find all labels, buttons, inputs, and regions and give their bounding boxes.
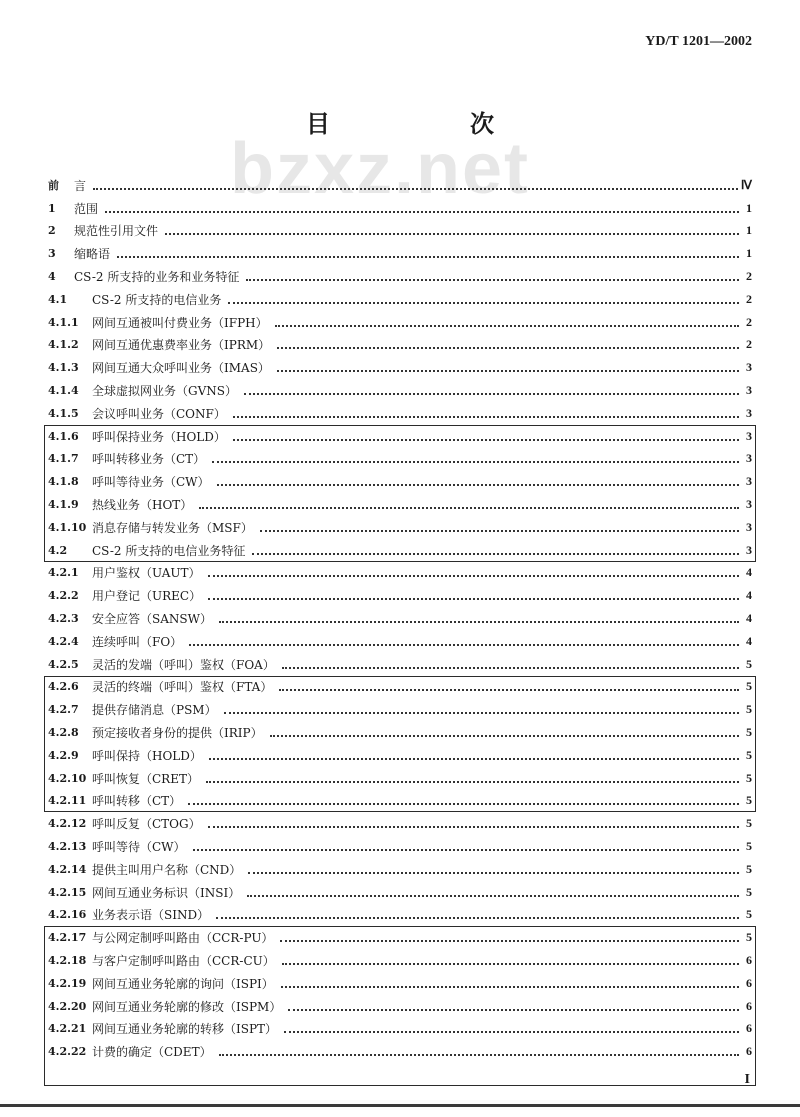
toc-entry-title: 用户鉴权（UAUT）: [92, 566, 201, 581]
toc-entry-page: 6: [746, 975, 752, 990]
toc-entry[interactable]: [44, 630, 756, 653]
dot-leader: [105, 210, 739, 213]
toc-entry-page: 1: [746, 223, 752, 238]
toc-entry-title: 网间互通大众呼叫业务（IMAS）: [92, 361, 270, 376]
dot-leader: [208, 574, 739, 577]
toc-entry[interactable]: [44, 1040, 756, 1063]
toc-entry-page: 5: [746, 679, 752, 694]
toc-entry-page: 3: [746, 497, 752, 512]
toc-entry-number: 4.2.11: [48, 794, 87, 808]
toc-entry-title: 言: [74, 178, 87, 193]
toc-entry-number: 4.2.5: [48, 657, 79, 671]
toc-entry-number: 4.2.6: [48, 680, 79, 694]
dot-leader: [228, 301, 739, 304]
toc-entry-title: 消息存储与转发业务（MSF）: [92, 520, 253, 535]
toc-entry[interactable]: [44, 448, 756, 471]
toc-entry-page: 3: [746, 383, 752, 398]
toc-entry-title: CS-2 所支持的业务和业务特征: [74, 270, 240, 285]
watermark: bzxz.net: [229, 129, 531, 209]
toc-entry[interactable]: [44, 584, 756, 607]
toc-entry-number: 4.2.8: [48, 726, 79, 740]
dot-leader: [199, 506, 739, 509]
toc-entry-page: 2: [746, 314, 752, 329]
toc-entry-number: 4.2.10: [48, 771, 87, 785]
toc-entry[interactable]: [44, 242, 756, 265]
toc-entry-page: 3: [746, 405, 752, 420]
toc-entry[interactable]: [44, 1017, 756, 1040]
toc-entry[interactable]: [44, 356, 756, 379]
toc-entry-page: 5: [746, 884, 752, 899]
dot-leader: [188, 802, 739, 805]
toc-entry[interactable]: [44, 379, 756, 402]
toc-entry-title: 计费的确定（CDET）: [92, 1045, 212, 1060]
dot-leader: [209, 757, 739, 760]
toc-entry-title: 呼叫等待业务（CW）: [92, 475, 210, 490]
toc-entry[interactable]: [44, 995, 756, 1018]
toc-entry-page: 3: [746, 428, 752, 443]
dot-leader: [233, 415, 739, 418]
toc-entry-page: 5: [746, 747, 752, 762]
toc-entry-page: 6: [746, 1021, 752, 1036]
toc-entry-number: 4.1.1: [48, 315, 79, 329]
toc-entry-number: 4.2.9: [48, 748, 79, 762]
toc-entry-number: 4.1.5: [48, 406, 79, 420]
dot-leader: [206, 780, 739, 783]
toc-entry-title: 会议呼叫业务（CONF）: [92, 406, 226, 421]
toc-entry[interactable]: [44, 493, 756, 516]
toc-entry[interactable]: [44, 402, 756, 425]
toc-entry-page: 2: [746, 291, 752, 306]
bottom-rule: [0, 1104, 800, 1107]
toc-entry[interactable]: [44, 926, 756, 949]
toc-entry-page: Ⅳ: [740, 177, 752, 192]
toc-entry-number: 4.1.9: [48, 498, 79, 512]
toc-entry-number: 4.2.2: [48, 589, 79, 603]
dot-leader: [281, 985, 739, 988]
toc-entry[interactable]: [44, 265, 756, 288]
toc-entry-number: 前: [48, 179, 59, 193]
dot-leader: [189, 643, 739, 646]
toc-entry-number: 3: [48, 247, 56, 261]
toc-entry-title: 呼叫反复（CTOG）: [92, 817, 201, 832]
toc-entry-title: 提供存储消息（PSM）: [92, 703, 217, 718]
toc-entry[interactable]: [44, 949, 756, 972]
dot-leader: [193, 848, 739, 851]
toc-entry[interactable]: [44, 676, 756, 699]
toc-entry[interactable]: [44, 698, 756, 721]
toc-entry-page: 2: [746, 337, 752, 352]
dot-leader: [282, 666, 739, 669]
toc-entry-page: 1: [746, 200, 752, 215]
toc-entry-number: 4.2.20: [48, 999, 87, 1013]
toc-entry-number: 4.1.3: [48, 361, 79, 375]
toc-entry-number: 4.1.8: [48, 475, 79, 489]
toc-entry-page: 5: [746, 839, 752, 853]
toc-entry-title: 预定接收者身份的提供（IRIP）: [92, 726, 263, 741]
toc-entry-page: 3: [746, 519, 752, 534]
toc-entry-title: 呼叫转移（CT）: [92, 794, 182, 809]
page-number: I: [744, 1072, 750, 1087]
dot-leader: [284, 1030, 739, 1033]
dot-leader: [277, 369, 739, 372]
toc-entry[interactable]: [44, 174, 756, 197]
toc-entry-page: 3: [746, 542, 752, 557]
toc-entry-number: 4.2.18: [48, 953, 87, 967]
dot-leader: [247, 894, 739, 897]
toc-entry[interactable]: [44, 744, 756, 767]
dot-leader: [280, 939, 739, 942]
toc-entry-title: 灵活的发端（呼叫）鉴权（FOA）: [92, 657, 275, 672]
toc-entry-title: 热线业务（HOT）: [92, 498, 193, 513]
toc-entry[interactable]: [44, 812, 756, 835]
toc-entry[interactable]: [44, 972, 756, 995]
toc-entry-page: 3: [746, 360, 752, 375]
toc-entry-page: 5: [746, 770, 752, 785]
toc-entry-title: 呼叫保持（HOLD）: [92, 748, 202, 763]
toc-entry-number: 4.2.22: [48, 1045, 87, 1059]
toc-entry[interactable]: [44, 425, 756, 448]
toc-entry-number: 4.2.13: [48, 840, 87, 853]
toc-entry-page: 3: [746, 474, 752, 489]
dot-leader: [219, 620, 739, 623]
toc-entry[interactable]: [44, 653, 756, 676]
toc-entry-title: 与公网定制呼叫路由（CCR-PU）: [92, 931, 274, 946]
dot-leader: [288, 1008, 739, 1011]
toc-entry-title: 网间互通优惠费率业务（IPRM）: [92, 338, 271, 353]
table-of-contents: [44, 174, 756, 1063]
toc-entry-number: 4.2.14: [48, 862, 87, 876]
dot-leader: [248, 871, 739, 874]
toc-entry-number: 4.2: [48, 543, 68, 557]
toc-entry-page: 5: [746, 816, 752, 831]
dot-leader: [93, 187, 738, 190]
dot-leader: [260, 529, 739, 532]
toc-entry[interactable]: [44, 835, 756, 858]
toc-entry-title: CS-2 所支持的电信业务特征: [92, 543, 246, 558]
toc-entry-page: 4: [746, 633, 752, 648]
dot-leader: [277, 346, 739, 349]
toc-entry[interactable]: [44, 516, 756, 539]
toc-entry-number: 4.2.1: [48, 566, 79, 580]
toc-entry-title: 全球虚拟网业务（GVNS）: [92, 384, 237, 399]
toc-entry-page: 5: [746, 907, 752, 922]
page-title: 目 次: [306, 109, 552, 138]
toc-entry[interactable]: [44, 790, 756, 813]
toc-entry-number: 4.1: [48, 292, 68, 306]
toc-entry-title: 安全应答（SANSW）: [92, 612, 212, 627]
toc-entry-title: 用户登记（UREC）: [92, 589, 202, 604]
toc-entry[interactable]: [44, 220, 756, 243]
toc-entry-page: 6: [746, 998, 752, 1013]
toc-entry-title: 灵活的终端（呼叫）鉴权（FTA）: [92, 680, 273, 695]
dot-leader: [275, 324, 739, 327]
toc-entry-number: 4.2.17: [48, 931, 87, 945]
dot-leader: [219, 1053, 739, 1056]
toc-entry-page: 5: [746, 725, 752, 740]
toc-entry-page: 4: [746, 565, 752, 580]
toc-entry-number: 4.2.7: [48, 703, 79, 717]
toc-entry-number: 4.2.15: [48, 885, 87, 899]
toc-entry-page: 5: [746, 930, 752, 945]
toc-entry-page: 2: [746, 269, 752, 284]
toc-entry-page: 5: [746, 793, 752, 808]
toc-entry-number: 4.1.4: [48, 384, 79, 398]
toc-entry-title: 呼叫等待（CW）: [92, 840, 186, 854]
toc-entry-page: 6: [746, 952, 752, 967]
dot-leader: [270, 734, 739, 737]
dot-leader: [252, 552, 739, 555]
toc-entry-number: 4.2.16: [48, 908, 87, 922]
toc-entry-number: 4.1.6: [48, 429, 79, 443]
dot-leader: [246, 278, 739, 281]
toc-entry[interactable]: [44, 881, 756, 904]
toc-entry-number: 4.1.10: [48, 520, 87, 534]
dot-leader: [217, 483, 739, 486]
toc-entry-number: 4.2.19: [48, 976, 87, 990]
toc-entry-title: 呼叫保持业务（HOLD）: [92, 429, 226, 444]
toc-entry-title: 范围: [74, 201, 99, 216]
dot-leader: [165, 232, 739, 235]
toc-entry[interactable]: [44, 562, 756, 585]
toc-entry[interactable]: [44, 311, 756, 334]
toc-entry[interactable]: [44, 288, 756, 311]
standard-number: YD/T 1201—2002: [645, 34, 752, 49]
toc-entry-page: 5: [746, 702, 752, 717]
toc-entry-title: 规范性引用文件: [74, 224, 159, 239]
toc-entry-number: 4.1.7: [48, 452, 79, 466]
toc-entry-page: 5: [746, 656, 752, 671]
toc-entry-title: 网间互通业务标识（INSI）: [92, 885, 241, 900]
toc-entry[interactable]: [44, 607, 756, 630]
toc-entry-number: 1: [48, 201, 56, 215]
toc-entry-title: 业务表示语（SIND）: [92, 908, 210, 923]
toc-entry-title: CS-2 所支持的电信业务: [92, 292, 222, 307]
toc-entry[interactable]: [44, 858, 756, 881]
dot-leader: [244, 392, 739, 395]
toc-entry[interactable]: [44, 197, 756, 220]
toc-entry-page: 1: [746, 246, 752, 261]
toc-entry-number: 4.2.12: [48, 817, 87, 831]
toc-entry-title: 网间互通业务轮廓的转移（ISPT）: [92, 1022, 278, 1037]
toc-entry-number: 4.2.21: [48, 1022, 87, 1036]
toc-entry-title: 连续呼叫（FO）: [92, 634, 183, 649]
toc-entry-page: 3: [746, 451, 752, 466]
toc-entry[interactable]: [44, 904, 756, 927]
dot-leader: [208, 597, 739, 600]
dot-leader: [233, 438, 739, 441]
dot-leader: [279, 688, 739, 691]
toc-entry-title: 网间互通业务轮廓的修改（ISPM）: [92, 999, 282, 1014]
toc-entry-number: 2: [48, 224, 56, 238]
toc-entry-title: 提供主叫用户名称（CND）: [92, 862, 242, 877]
dot-leader: [117, 255, 739, 258]
dot-leader: [212, 460, 739, 463]
toc-entry-number: 4.1.2: [48, 338, 79, 352]
toc-entry[interactable]: [44, 721, 756, 744]
toc-entry-title: 网间互通被叫付费业务（IFPH）: [92, 315, 268, 330]
toc-entry-title: 与客户定制呼叫路由（CCR-CU）: [92, 953, 275, 968]
toc-entry[interactable]: [44, 539, 756, 562]
toc-entry-page: 6: [746, 1044, 752, 1059]
toc-entry-title: 网间互通业务轮廓的询问（ISPI）: [92, 976, 274, 991]
toc-entry-number: 4.2.3: [48, 612, 79, 626]
toc-entry[interactable]: [44, 334, 756, 357]
toc-entry-number: 4: [48, 270, 56, 284]
toc-entry-title: 呼叫恢复（CRET）: [92, 771, 199, 786]
toc-entry[interactable]: [44, 470, 756, 493]
toc-entry-number: 4.2.4: [48, 634, 79, 648]
dot-leader: [224, 711, 739, 714]
dot-leader: [282, 962, 739, 965]
toc-entry-page: 4: [746, 611, 752, 626]
dot-leader: [208, 825, 739, 828]
toc-entry[interactable]: [44, 767, 756, 790]
toc-entry-page: 5: [746, 861, 752, 876]
toc-entry-title: 呼叫转移业务（CT）: [92, 452, 206, 467]
dot-leader: [216, 916, 739, 919]
toc-entry-page: 4: [746, 588, 752, 603]
toc-entry-title: 缩略语: [74, 247, 111, 262]
